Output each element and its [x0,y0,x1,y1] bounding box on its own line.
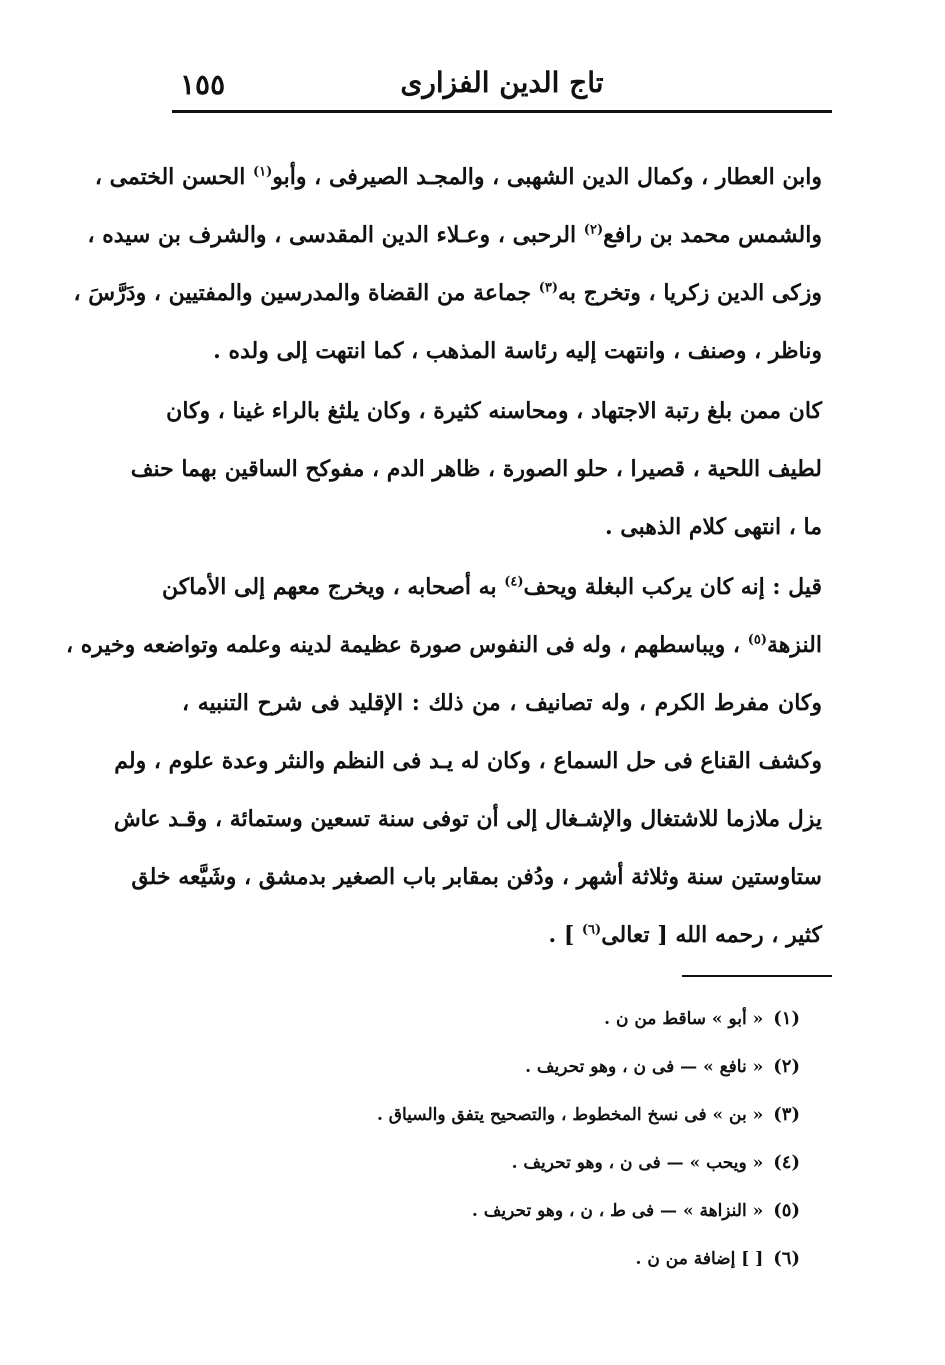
footnote-text: « ويحب » — فى ن ، وهو تحريف . [511,1153,764,1173]
running-title: تاج الدين الفزارى [400,66,604,99]
paragraph [73,148,822,380]
footnote [376,1091,800,1139]
footnote [380,1187,800,1235]
page-header [172,60,832,110]
footnote-separator [682,975,832,977]
text-line: قيل : إنه كان يركب البغلة ويحف$^{(٤)}$ به أصحابه ، ويخرج معهم إلى الأماكن [161,574,822,600]
footnote-number: (١) [773,1008,800,1029]
text-line: وكشف القناع فى حل السماع ، وكان له يـد فى النظم والنثر وعدة علوم ، ولم [114,748,822,774]
text-line: وناظر ، وصنف ، وانتهت إليه رئاسة المذهب ، كما انتهت إلى ولده . [213,338,822,364]
paragraph [130,382,822,556]
footnote-marker: (٦) [581,922,602,938]
footnote [380,1235,800,1283]
footnote-text: [ ] إضافة من ن . [635,1249,764,1269]
text-line: ما ، انتهى كلام الذهبى . [604,514,822,540]
text-line: والشمس محمد بن رافع$^{(٢)}$ الرحبى ، وعـلاء الدين المقدسى ، والشرف بن سيده ، [87,222,822,248]
footnote-text: « أبو » ساقط من ن . [604,1009,764,1029]
footnote-text: « النزاهة » — فى ط ، ن ، وهو تحريف . [471,1201,764,1221]
footnotes [376,995,800,1283]
footnote-number: (٥) [773,1200,800,1221]
footnote-marker: (٥) [747,632,767,648]
text-line: كثير ، رحمه الله [ تعالى$^{(٦)}$ ] . [548,922,822,948]
footnote [380,1043,800,1091]
page-number: ١٥٥ [180,68,226,101]
footnote [380,995,800,1043]
text-line: كان ممن بلغ رتبة الاجتهاد ، ومحاسنه كثيرة ، وكان يلثغ بالراء غينا ، وكان [166,398,822,424]
footnote-marker: (٢) [583,222,604,238]
paragraph [65,558,822,964]
footnote-text: « نافع » — فى ن ، وهو تحريف . [525,1057,764,1077]
footnote-marker: (٣) [538,280,559,296]
footnote-number: (٦) [773,1248,800,1269]
text-line: لطيف اللحية ، قصيرا ، حلو الصورة ، ظاهر الدم ، مفوكح الساقين بهما حنف [130,456,822,482]
footnote-number: (٣) [773,1104,800,1125]
footnote-marker: (١) [253,164,273,180]
text-line: ستاوستين سنة وثلاثة أشهر ، ودُفن بمقابر باب الصغير بدمشق ، وشَيَّعه خلق [131,864,822,890]
text-line: وكان مفرط الكرم ، وله تصانيف ، من ذلك : الإقليد فى شرح التنبيه ، [182,690,822,716]
footnote-number: (٢) [773,1056,800,1077]
header-rule [172,110,832,113]
text-line: وابن العطار ، وكمال الدين الشهبى ، والمجـد الصيرفى ، وأبو$^{(١)}$ الحسن الختمى ، [94,164,822,190]
footnote-number: (٤) [773,1152,800,1173]
footnote [380,1139,800,1187]
text-line: يزل ملازما للاشتغال والإشـغال إلى أن توفى سنة تسعين وستمائة ، وقـد عاش [113,806,822,832]
text-line: وزكى الدين زكريا ، وتخرج به$^{(٣)}$ جماعة من القضاة والمدرسين والمفتيين ، ودَرَّسَ ، [73,280,822,306]
footnote-marker: (٤) [504,574,524,590]
main-text [65,148,822,964]
footnote-text: « بن » فى نسخ المخطوط ، والتصحيح يتفق والسياق . [376,1105,764,1125]
text-line: النزهة$^{(٥)}$ ، ويباسطهم ، وله فى النفوس صورة عظيمة لدينه وعلمه وتواضعه وخيره ، [65,632,822,658]
